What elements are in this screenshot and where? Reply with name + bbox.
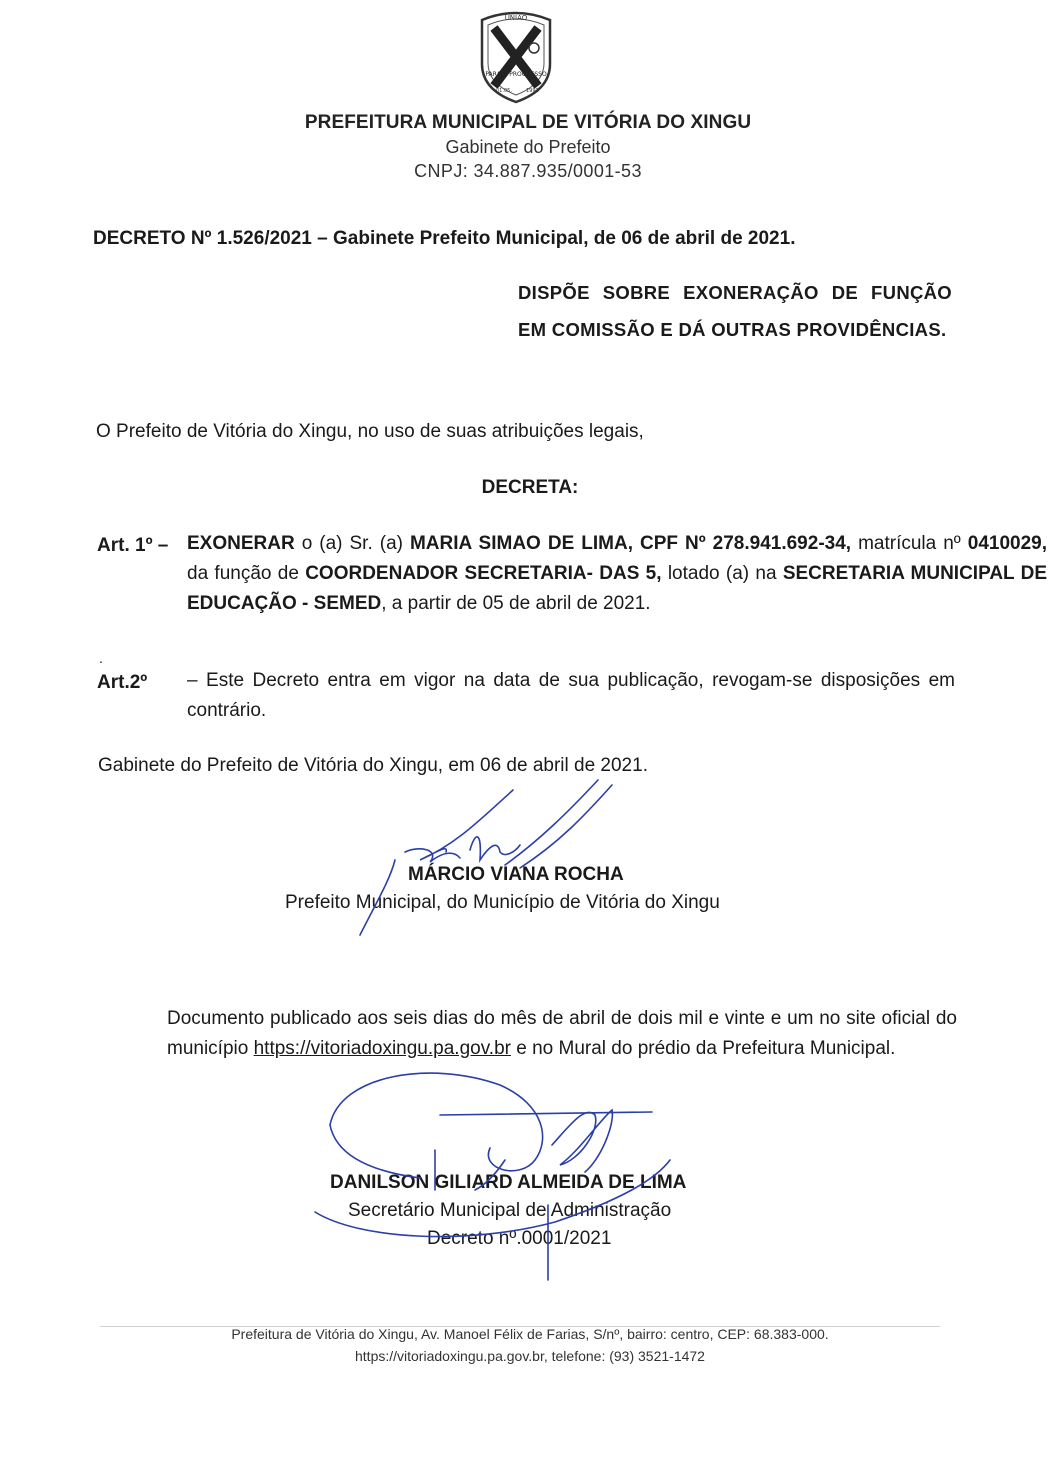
municipal-seal <box>474 6 558 104</box>
publication-note <box>167 1004 957 1064</box>
mayor-role: Prefeito Municipal, do Município de Vitória do Xingu <box>285 892 720 913</box>
mayor-name: MÁRCIO VIANA ROCHA <box>408 864 624 885</box>
secretary-name: DANILSON GILIARD ALMEIDA DE LIMA <box>330 1172 687 1193</box>
art2-text: – Este Decreto entra em vigor na data de sua publicação, revogam-se disposições em contrário. <box>187 670 955 721</box>
stray-dot: . <box>99 650 103 666</box>
art1-label: Art. 1º – <box>97 535 169 556</box>
svg-text:1991: 1991 <box>526 88 539 94</box>
institution-name: PREFEITURA MUNICIPAL DE VITÓRIA DO XINGU <box>304 112 752 133</box>
preamble: O Prefeito de Vitória do Xingu, no uso de suas atribuições legais, <box>96 421 644 442</box>
closing-line: Gabinete do Prefeito de Vitória do Xingu, em 06 de abril de 2021. <box>98 755 648 776</box>
publication-text-2: e no Mural do prédio da Prefeitura Municipal. <box>510 1038 896 1059</box>
art1-text-5: , a partir de 05 de abril de 2021. <box>381 593 651 614</box>
art1-person: MARIA SIMAO DE LIMA, CPF Nº 278.941.692-34, <box>409 533 852 554</box>
publication-text-1: Documento publicado aos seis dias do mês de abril de dois mil e vinte e um no site oficial do município <box>167 1008 957 1059</box>
art1-text-1: o (a) Sr. (a) <box>294 533 410 554</box>
art1-matricula: 0410029, <box>967 533 1047 554</box>
art1-paragraph <box>96 529 1047 619</box>
svg-text:PARA O PROGRESSO: PARA O PROGRESSO <box>485 71 547 78</box>
art2-label: Art.2º <box>97 672 148 693</box>
municipality-site-link[interactable]: https://vitoriadoxingu.pa.gov.br <box>253 1038 511 1059</box>
art1-funcao: COORDENADOR SECRETARIA- DAS 5, <box>305 563 662 584</box>
secretary-role: Secretário Municipal de Administração <box>348 1200 672 1221</box>
office-name: Gabinete do Prefeito <box>445 137 611 157</box>
art1-verb: EXONERAR <box>187 533 295 554</box>
art1-text-2: matrícula nº <box>851 533 968 554</box>
art1-text-4: lotado (a) na <box>661 563 783 584</box>
footer-address: Prefeitura de Vitória do Xingu, Av. Manoel Félix de Farias, S/nº, bairro: centro, CEP: 68.383-000. <box>231 1326 829 1342</box>
footer-contact: https://vitoriadoxingu.pa.gov.br, telefone: (93) 3521-1472 <box>355 1348 705 1364</box>
decree-title: DECRETO Nº 1.526/2021 – Gabinete Prefeito Municipal, de 06 de abril de 2021. <box>93 228 796 249</box>
svg-text:01.05.: 01.05. <box>496 88 512 94</box>
secretary-decree: Decreto nº.0001/2021 <box>427 1228 612 1249</box>
svg-text:UNIÃO: UNIÃO <box>504 14 528 22</box>
decreta-heading: DECRETA: <box>481 477 579 498</box>
cnpj: CNPJ: 34.887.935/0001-53 <box>414 161 642 181</box>
art1-secretaria: SECRETARIA MUNICIPAL DE EDUCAÇÃO - SEMED <box>187 563 1047 614</box>
decree-ementa: DISPÕE SOBRE EXONERAÇÃO DE FUNÇÃO EM COMISSÃO E DÁ OUTRAS PROVIDÊNCIAS. <box>518 282 952 340</box>
art1-text-3: da função de <box>187 563 306 584</box>
